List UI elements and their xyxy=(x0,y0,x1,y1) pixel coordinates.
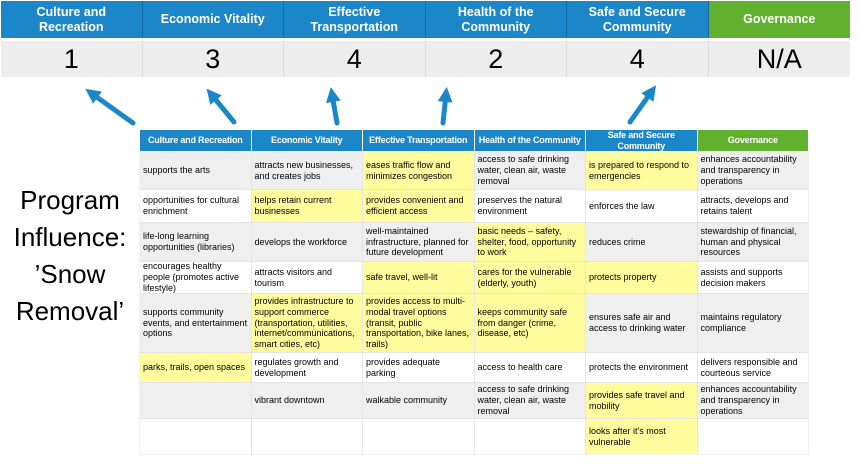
table-cell: walkable community xyxy=(363,383,474,418)
program-influence-label xyxy=(0,182,140,330)
table-cell: stewardship of financial, human and physical resources xyxy=(698,223,809,261)
program-label-line: Removal’ xyxy=(15,296,125,326)
table-header-3: Health of the Community xyxy=(475,130,586,151)
table-cell: attracts visitors and tourism xyxy=(252,262,363,293)
arrow-icon-2 xyxy=(211,94,234,122)
influence-table xyxy=(140,130,808,454)
table-cell: encourages healthy people (promotes active lifestyle) xyxy=(140,262,251,293)
banner-header-governance: Governance xyxy=(709,1,851,38)
banner-col-effective-transportation xyxy=(284,1,426,77)
banner-col-health-community xyxy=(426,1,568,77)
score-economic-vitality: 3 xyxy=(143,41,285,77)
table-cell: provides convenient and efficient access xyxy=(363,190,474,222)
table-header-4: Safe and Secure Community xyxy=(586,130,697,151)
arrow-icon-1 xyxy=(91,93,133,123)
table-cell: provides adequate parking xyxy=(363,353,474,382)
score-safe-secure: 4 xyxy=(567,41,709,77)
banner-col-culture-recreation xyxy=(1,1,143,77)
table-cell: access to safe drinking water, clean air, waste removal xyxy=(475,152,586,189)
table-cell xyxy=(698,419,809,454)
banner-col-economic-vitality xyxy=(143,1,285,77)
table-cell: looks after it's most vulnerable xyxy=(586,419,697,454)
table-cell: ensures safe air and access to drinking water xyxy=(586,294,697,352)
table-cell: regulates growth and development xyxy=(252,353,363,382)
table-cell xyxy=(140,383,251,418)
table-cell: protects the environment xyxy=(586,353,697,382)
table-cell: basic needs – safety, shelter, food, opportunity to work xyxy=(475,223,586,261)
table-cell: well-maintained infrastructure, planned for future development xyxy=(363,223,474,261)
table-header-0: Culture and Recreation xyxy=(140,130,251,151)
banner-header-health-community: Health of the Community xyxy=(426,1,568,38)
arrow-icon-3 xyxy=(332,94,337,123)
program-label-line: Program xyxy=(20,185,120,215)
table-cell: supports community events, and entertainment options xyxy=(140,294,251,352)
banner-col-governance xyxy=(709,1,851,77)
table-cell: cares for the vulnerable (elderly, youth) xyxy=(475,262,586,293)
table-header-1: Economic Vitality xyxy=(252,130,363,151)
table-cell: vibrant downtown xyxy=(252,383,363,418)
table-cell: opportunities for cultural enrichment xyxy=(140,190,251,222)
table-cell: preserves the natural environment xyxy=(475,190,586,222)
banner-header-economic-vitality: Economic Vitality xyxy=(143,1,285,38)
table-cell: safe travel, well-lit xyxy=(363,262,474,293)
banner-header-safe-secure: Safe and Secure Community xyxy=(567,1,709,38)
table-cell xyxy=(252,419,363,454)
table-cell: helps retain current businesses xyxy=(252,190,363,222)
score-culture-recreation: 1 xyxy=(1,41,143,77)
table-cell xyxy=(140,419,251,454)
table-cell: reduces crime xyxy=(586,223,697,261)
table-cell: enhances accountability and transparency in operations xyxy=(698,383,809,418)
table-header-2: Effective Transportation xyxy=(363,130,474,151)
table-header-5: Governance xyxy=(698,130,809,151)
table-cell: attracts, develops and retains talent xyxy=(698,190,809,222)
table-cell xyxy=(363,419,474,454)
banner-header-culture-recreation: Culture and Recreation xyxy=(1,1,143,38)
table-cell: is prepared to respond to emergencies xyxy=(586,152,697,189)
score-health-community: 2 xyxy=(426,41,568,77)
table-cell: provides access to multi-modal travel options (transit, public transportation, bike lanes, trails) xyxy=(363,294,474,352)
table-cell: life-long learning opportunities (libraries) xyxy=(140,223,251,261)
table-cell: provides infrastructure to support commerce (transportation, utilities, internet/communications, smart cities, etc) xyxy=(252,294,363,352)
table-cell: attracts new businesses, and creates jobs xyxy=(252,152,363,189)
program-label-line: Influence: xyxy=(13,222,127,252)
influence-arrows xyxy=(0,78,859,132)
score-governance: N/A xyxy=(709,41,851,77)
table-cell xyxy=(475,419,586,454)
table-cell: develops the workforce xyxy=(252,223,363,261)
table-cell: provides safe travel and mobility xyxy=(586,383,697,418)
arrow-icon-4 xyxy=(443,94,446,123)
score-effective-transportation: 4 xyxy=(284,41,426,77)
table-cell: parks, trails, open spaces xyxy=(140,353,251,382)
priority-banner xyxy=(1,1,850,77)
table-cell: enhances accountability and transparency in operations xyxy=(698,152,809,189)
program-label-line: ’Snow xyxy=(34,259,106,289)
table-cell: access to health care xyxy=(475,353,586,382)
table-cell: protects property xyxy=(586,262,697,293)
arrow-icon-5 xyxy=(630,91,652,122)
table-cell: keeps community safe from danger (crime, disease, etc) xyxy=(475,294,586,352)
table-cell: maintains regulatory compliance xyxy=(698,294,809,352)
table-cell: assists and supports decision makers xyxy=(698,262,809,293)
table-cell: supports the arts xyxy=(140,152,251,189)
table-cell: enforces the law xyxy=(586,190,697,222)
table-cell: delivers responsible and courteous service xyxy=(698,353,809,382)
table-cell: eases traffic flow and minimizes congestion xyxy=(363,152,474,189)
banner-col-safe-secure xyxy=(567,1,709,77)
banner-header-effective-transportation: Effective Transportation xyxy=(284,1,426,38)
table-cell: access to safe drinking water, clean air, waste removal xyxy=(475,383,586,418)
